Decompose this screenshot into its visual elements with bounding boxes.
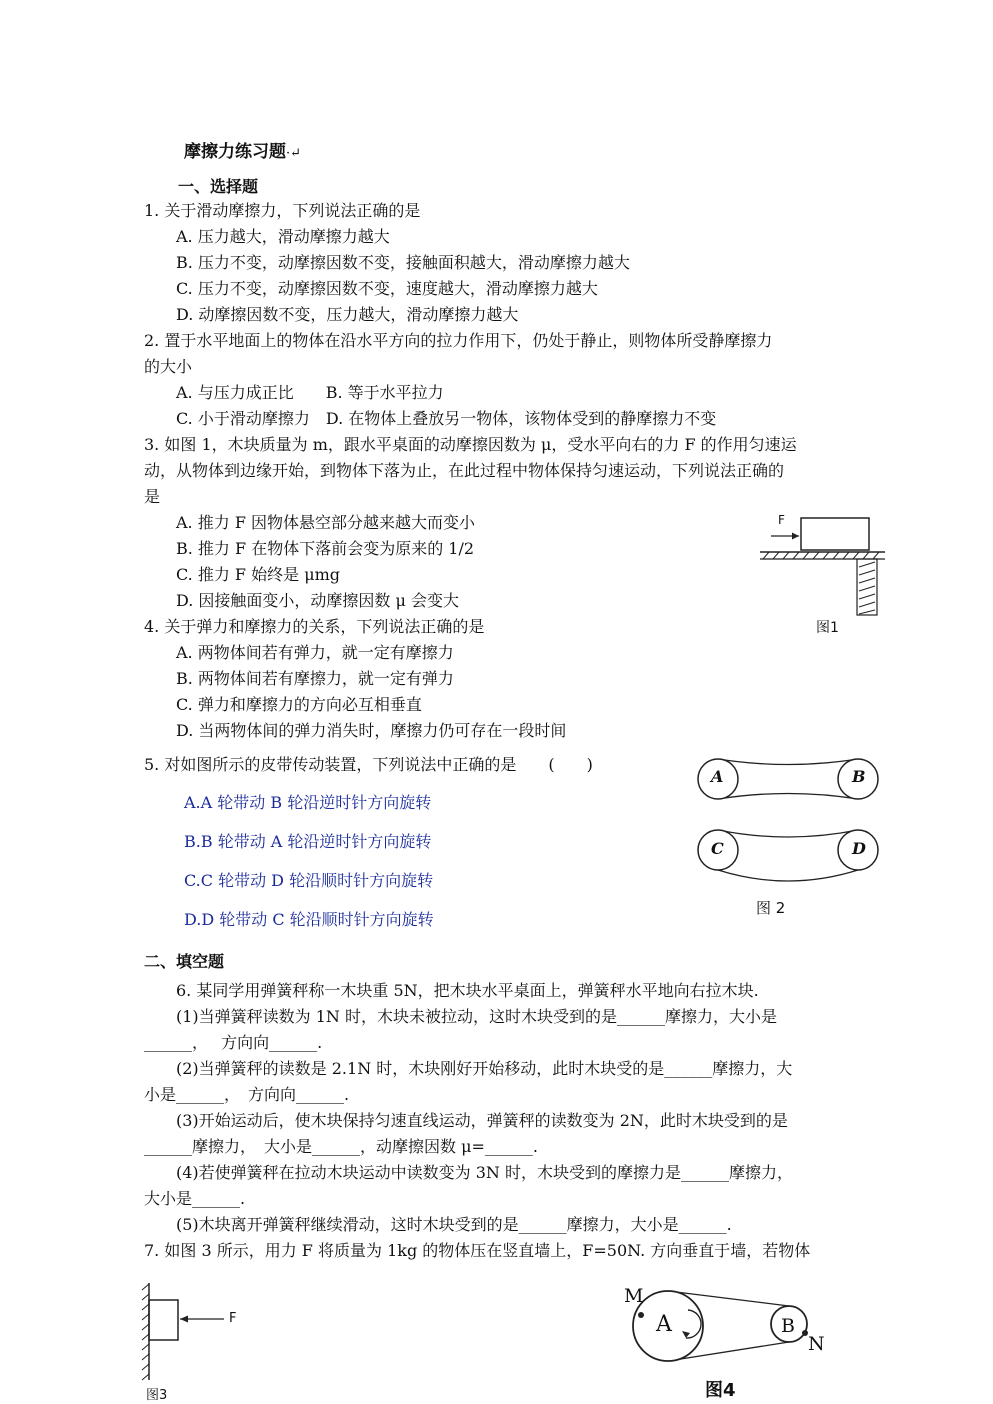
q5-stem: 5. 对如图所示的皮带传动装置，下列说法中正确的是 ( )	[144, 755, 593, 774]
figure-2-caption: 图 2	[756, 899, 786, 917]
q6-part3-line2: ______摩擦力， 大小是______，动摩擦因数 μ=______.	[144, 1137, 538, 1156]
q6-part1-line1: (1)当弹簧秤读数为 1N 时，木块未被拉动，这时木块受到的是______摩擦力，大小是	[176, 1007, 778, 1026]
q2-options-ab: A. 与压力成正比 B. 等于水平拉力	[176, 383, 444, 402]
q3-option-a: A. 推力 F 因物体悬空部分越来越大而变小	[176, 513, 476, 532]
q7-stem: 7. 如图 3 所示，用力 F 将质量为 1kg 的物体压在竖直墙上，F=50N. 方向垂直于墙，若物体	[144, 1241, 811, 1260]
pulley-a-label: A	[656, 1312, 672, 1337]
q6-part4-line2: 大小是______.	[144, 1189, 246, 1208]
q6-part2-line2: 小是______， 方向向______.	[144, 1085, 350, 1104]
q3-option-d: D. 因接触面变小，动摩擦因数 μ 会变大	[176, 591, 460, 610]
q3-option-c: C. 推力 F 始终是 μmg	[176, 565, 341, 584]
q1-option-c: C. 压力不变，动摩擦因数不变，速度越大，滑动摩擦力越大	[176, 279, 598, 298]
q2-stem-line2: 的大小	[144, 357, 193, 376]
section-fill-heading: 二、填空题	[144, 952, 225, 971]
q4-option-c: C. 弹力和摩擦力的方向必互相垂直	[176, 695, 422, 714]
q4-option-d: D. 当两物体间的弹力消失时，摩擦力仍可存在一段时间	[176, 721, 567, 740]
q6-part3-line1: (3)开始运动后，使木块保持匀速直线运动，弹簧秤的读数变为 2N，此时木块受到的是	[176, 1111, 788, 1130]
wheel-c-label: C	[711, 839, 724, 858]
pulley-b-label: B	[781, 1315, 795, 1337]
q2-stem-line1: 2. 置于水平地面上的物体在沿水平方向的拉力作用下，仍处于静止，则物体所受静摩擦力	[144, 331, 773, 350]
q6-part1-line2: ______， 方向向______.	[144, 1033, 323, 1052]
figure-1-caption: 图1	[816, 620, 839, 636]
q3-stem-line3: 是	[144, 487, 161, 506]
q6-part4-line1: (4)若使弹簧秤在拉动木块运动中读数变为 3N 时，木块受到的摩擦力是______摩擦力，	[176, 1163, 794, 1182]
figure-3-caption: 图3	[146, 1388, 168, 1403]
figure-3-block-on-wall	[140, 1280, 250, 1385]
figure-1-force-label: F	[778, 513, 785, 527]
wheel-d-label: D	[852, 839, 866, 858]
q4-option-b: B. 两物体间若有摩擦力，就一定有弹力	[176, 669, 454, 688]
q3-stem-line2: 动，从物体到边缘开始，到物体下落为止，在此过程中物体保持匀速运动，下列说法正确的	[144, 461, 785, 480]
q1-option-d: D. 动摩擦因数不变，压力越大，滑动摩擦力越大	[176, 305, 519, 324]
wheel-a-label: A	[711, 767, 724, 786]
figure-3-force-label: F	[229, 1311, 237, 1326]
q1-option-b: B. 压力不变，动摩擦因数不变，接触面积越大，滑动摩擦力越大	[176, 253, 630, 272]
q4-option-a: A. 两物体间若有弹力，就一定有摩擦力	[176, 643, 454, 662]
q6-part5: (5)木块离开弹簧秤继续滑动，这时木块受到的是______摩擦力，大小是______.	[176, 1215, 732, 1234]
q6-stem: 6. 某同学用弹簧秤称一木块重 5N，把木块水平桌面上，弹簧秤水平地向右拉木块.	[176, 981, 759, 1000]
point-m-label: M	[624, 1285, 644, 1307]
q5-option-b: B.B 轮带动 A 轮沿逆时针方向旋转	[184, 832, 432, 851]
q1-option-a: A. 压力越大，滑动摩擦力越大	[176, 227, 390, 246]
q1-stem: 1. 关于滑动摩擦力，下列说法正确的是	[144, 201, 421, 220]
q5-option-c: C.C 轮带动 D 轮沿顺时针方向旋转	[184, 871, 434, 890]
q4-stem: 4. 关于弹力和摩擦力的关系，下列说法正确的是	[144, 617, 485, 636]
q2-options-cd: C. 小于滑动摩擦力 D. 在物体上叠放另一物体，该物体受到的静摩擦力不变	[176, 409, 717, 428]
figure-4-caption: 图4	[705, 1380, 736, 1401]
section-choice-heading: 一、选择题	[178, 177, 259, 196]
q6-part2-line1: (2)当弹簧秤的读数是 2.1N 时，木块刚好开始移动，此时木块受的是______摩擦力，大	[176, 1059, 793, 1078]
wheel-b-label: B	[852, 767, 866, 786]
figure-1-block-on-table	[755, 512, 890, 617]
q3-option-b: B. 推力 F 在物体下落前会变为原来的 1/2	[176, 539, 475, 558]
q5-option-a: A.A 轮带动 B 轮沿逆时针方向旋转	[184, 793, 432, 812]
page-title: 摩擦力练习题·↵	[184, 142, 302, 162]
point-n-label: N	[808, 1333, 825, 1355]
q3-stem-line1: 3. 如图 1，木块质量为 m，跟水平桌面的动摩擦因数为 μ，受水平向右的力 F 的作用匀速运	[144, 435, 797, 454]
q5-option-d: D.D 轮带动 C 轮沿顺时针方向旋转	[184, 910, 434, 929]
